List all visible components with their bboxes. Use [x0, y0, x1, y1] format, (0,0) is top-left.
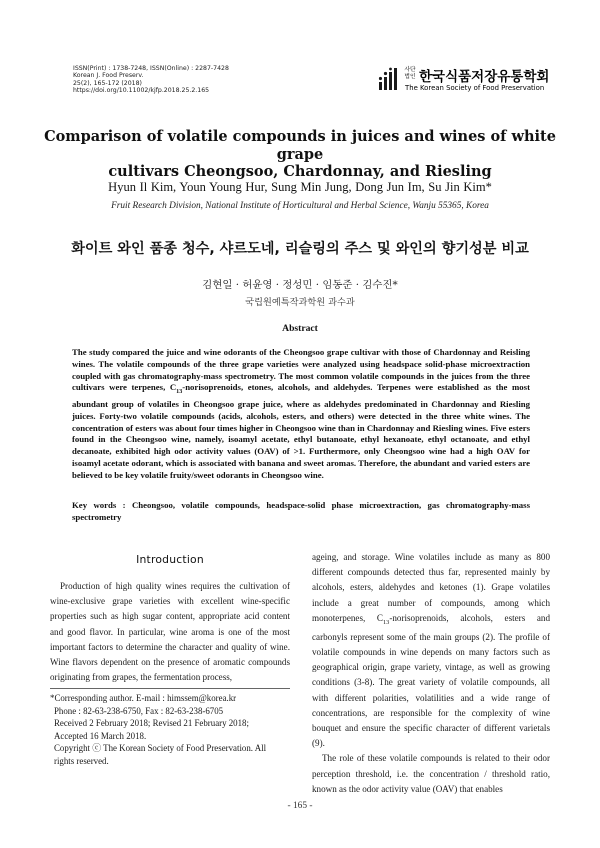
article-authors: Hyun Il Kim, Youn Young Hur, Sung Min Jung, Dong Jun Im, Su Jin Kim* [108, 180, 492, 194]
footnote-corresponding: *Corresponding author. E-mail : himssem@korea.kr [50, 693, 237, 703]
intro-p2-subscript: 13 [382, 618, 390, 626]
journal-name: Korean J. Food Preserv. [73, 72, 144, 80]
journal-doi-link[interactable]: https://doi.org/10.11002/kjfp.2018.25.2.165 [73, 87, 210, 95]
abstract-heading: Abstract [282, 323, 318, 334]
society-emblem-icon [376, 66, 402, 92]
abstract-body [72, 347, 530, 482]
footnote-block [50, 692, 290, 768]
article-title-line-1: Comparison of volatile compounds in juices and wines of white grape [44, 128, 556, 163]
journal-issn: ISSN(Print) : 1738-7248, ISSN(Online) : 2287-7428 [73, 65, 229, 72]
abstract-subscript: 13 [176, 389, 183, 396]
page-number: - 165 - [287, 801, 313, 811]
keywords-label: Key words : [72, 500, 126, 510]
abstract-text-part-a: The study compared the juice and wine odorants of the Cheongsoo grape cultivar with those of Chardonnay and Reisling wines. The volatile compounds of the three grape varieties were analyzed using headspace solid-phase microextraction coupled with gas chromatography-mass spectrometry. The most common volatile compounds in the juices from the three cultivars were terpenes, C [72, 347, 530, 393]
footnote-copyright-cont: rights reserved. [54, 755, 109, 766]
article-authors-kr: 김현일 · 허윤영 · 정성민 · 임동준 · 김수진* [202, 279, 398, 291]
article-title [40, 128, 560, 181]
right-column [312, 550, 550, 797]
intro-paragraph-2 [312, 550, 550, 751]
article-title-kr: 화이트 와인 품종 청수, 샤르도네, 리슬링의 주스 및 와인의 향기성분 비교 [71, 241, 529, 257]
article-title-line-2: cultivars Cheongsoo, Chardonnay, and Riesling [108, 163, 492, 180]
footnote-copyright: Copyright ⓒ The Korean Society of Food Preservation. All [54, 743, 267, 754]
society-kind-text: 사단 법인 [404, 67, 416, 80]
intro-p2-part-b: -norisoprenoids, alcohols, esters and carbonyls represent some of the main groups (2). The profile of volatile compounds in wine depends on many factors such as geographical origin, grape variety, vintage, as well as growing conditions (3-8). The great variety of volatile compounds, all with different polarities, volatilities and a wide range of concentrations, are responsible for the complexity of wine bouquet and ensure the specific character of different varietals (9). [312, 612, 550, 749]
footnote-accepted: Accepted 16 March 2018. [54, 730, 147, 741]
introduction-heading: Introduction [136, 553, 204, 566]
keywords-block [72, 500, 530, 524]
society-logo-block [376, 64, 566, 96]
journal-volume: 25(2), 165-172 (2018) [73, 79, 142, 87]
society-kind-label [404, 67, 416, 81]
abstract-text-part-b: -norisoprenoids, etones, alcohols, and aldehydes. Terpenes were established as the most abundant group of volatiles in Cheongsoo grape juice, where as aldehydes predominated in Chardonnay and Riesling juices. Forty-two volatile compounds (acids, alcohols, esters, and others) were detected in the three white wines. The concentration of esters was about four times higher in Cheongsoo wine than in Chardonnay and Riesling wines. Five esters found in the Cheongsoo wine, namely, isoamyl acetate, ethyl butanoate, ethyl hexanoate, ethyl octanoate, and ethyl decanoate, exhibited high odor activity values (OAV) of >1. Furthermore, only Cheongsoo wine had a high OAV for isoamyl acetate odorant, which is associated with banana and sweet aromas. Therefore, the abundant and varied esters are believed to be key volatile fruity/sweet odorants in Cheongsoo wine. [72, 382, 530, 480]
footnote-divider [50, 688, 290, 689]
journal-header-meta [73, 65, 303, 95]
footnote-phone: Phone : 82-63-238-6750, Fax : 82-63-238-6705 [54, 705, 224, 716]
keywords-list: Cheongsoo, volatile compounds, headspace-solid phase microextraction, gas chromatography-mass spectrometry [72, 500, 530, 522]
intro-p2-part-a: ageing, and storage. Wine volatiles include as many as 800 different compounds detected thus far, represented mainly by alcohols, esters, aldehydes and ketones (1). Grape volatiles include a great number of compounds, among which monoterpenes, C [312, 552, 550, 623]
society-name-en: The Korean Society of Food Preservation [405, 84, 545, 92]
article-affiliation: Fruit Research Division, National Institute of Horticultural and Herbal Science, Wanju 55365, Korea [111, 201, 489, 211]
intro-paragraph-3: The role of these volatile compounds is related to their odor perception threshold, i.e. the concentration / threshold ratio, known as the odor activity value (OAV) that enables [312, 753, 550, 794]
left-column [50, 579, 290, 685]
society-name-kr: 한국식품저장유통학회 [419, 69, 550, 85]
intro-paragraph-1: Production of high quality wines requires the cultivation of wine-exclusive grape varieties with excellent wine-specific properties such as high sugar content, appropriate acid content and good flavor. In particular, wine aroma is one of the most important factors to determine the character and quality of wine. Wine flavors dependent on the presence of aromatic compounds originating from grapes, the fermentation process, [50, 581, 290, 683]
footnote-received: Received 2 February 2018; Revised 21 February 2018; [54, 718, 249, 729]
article-affiliation-kr: 국립원예특작과학원 과수과 [245, 297, 355, 308]
